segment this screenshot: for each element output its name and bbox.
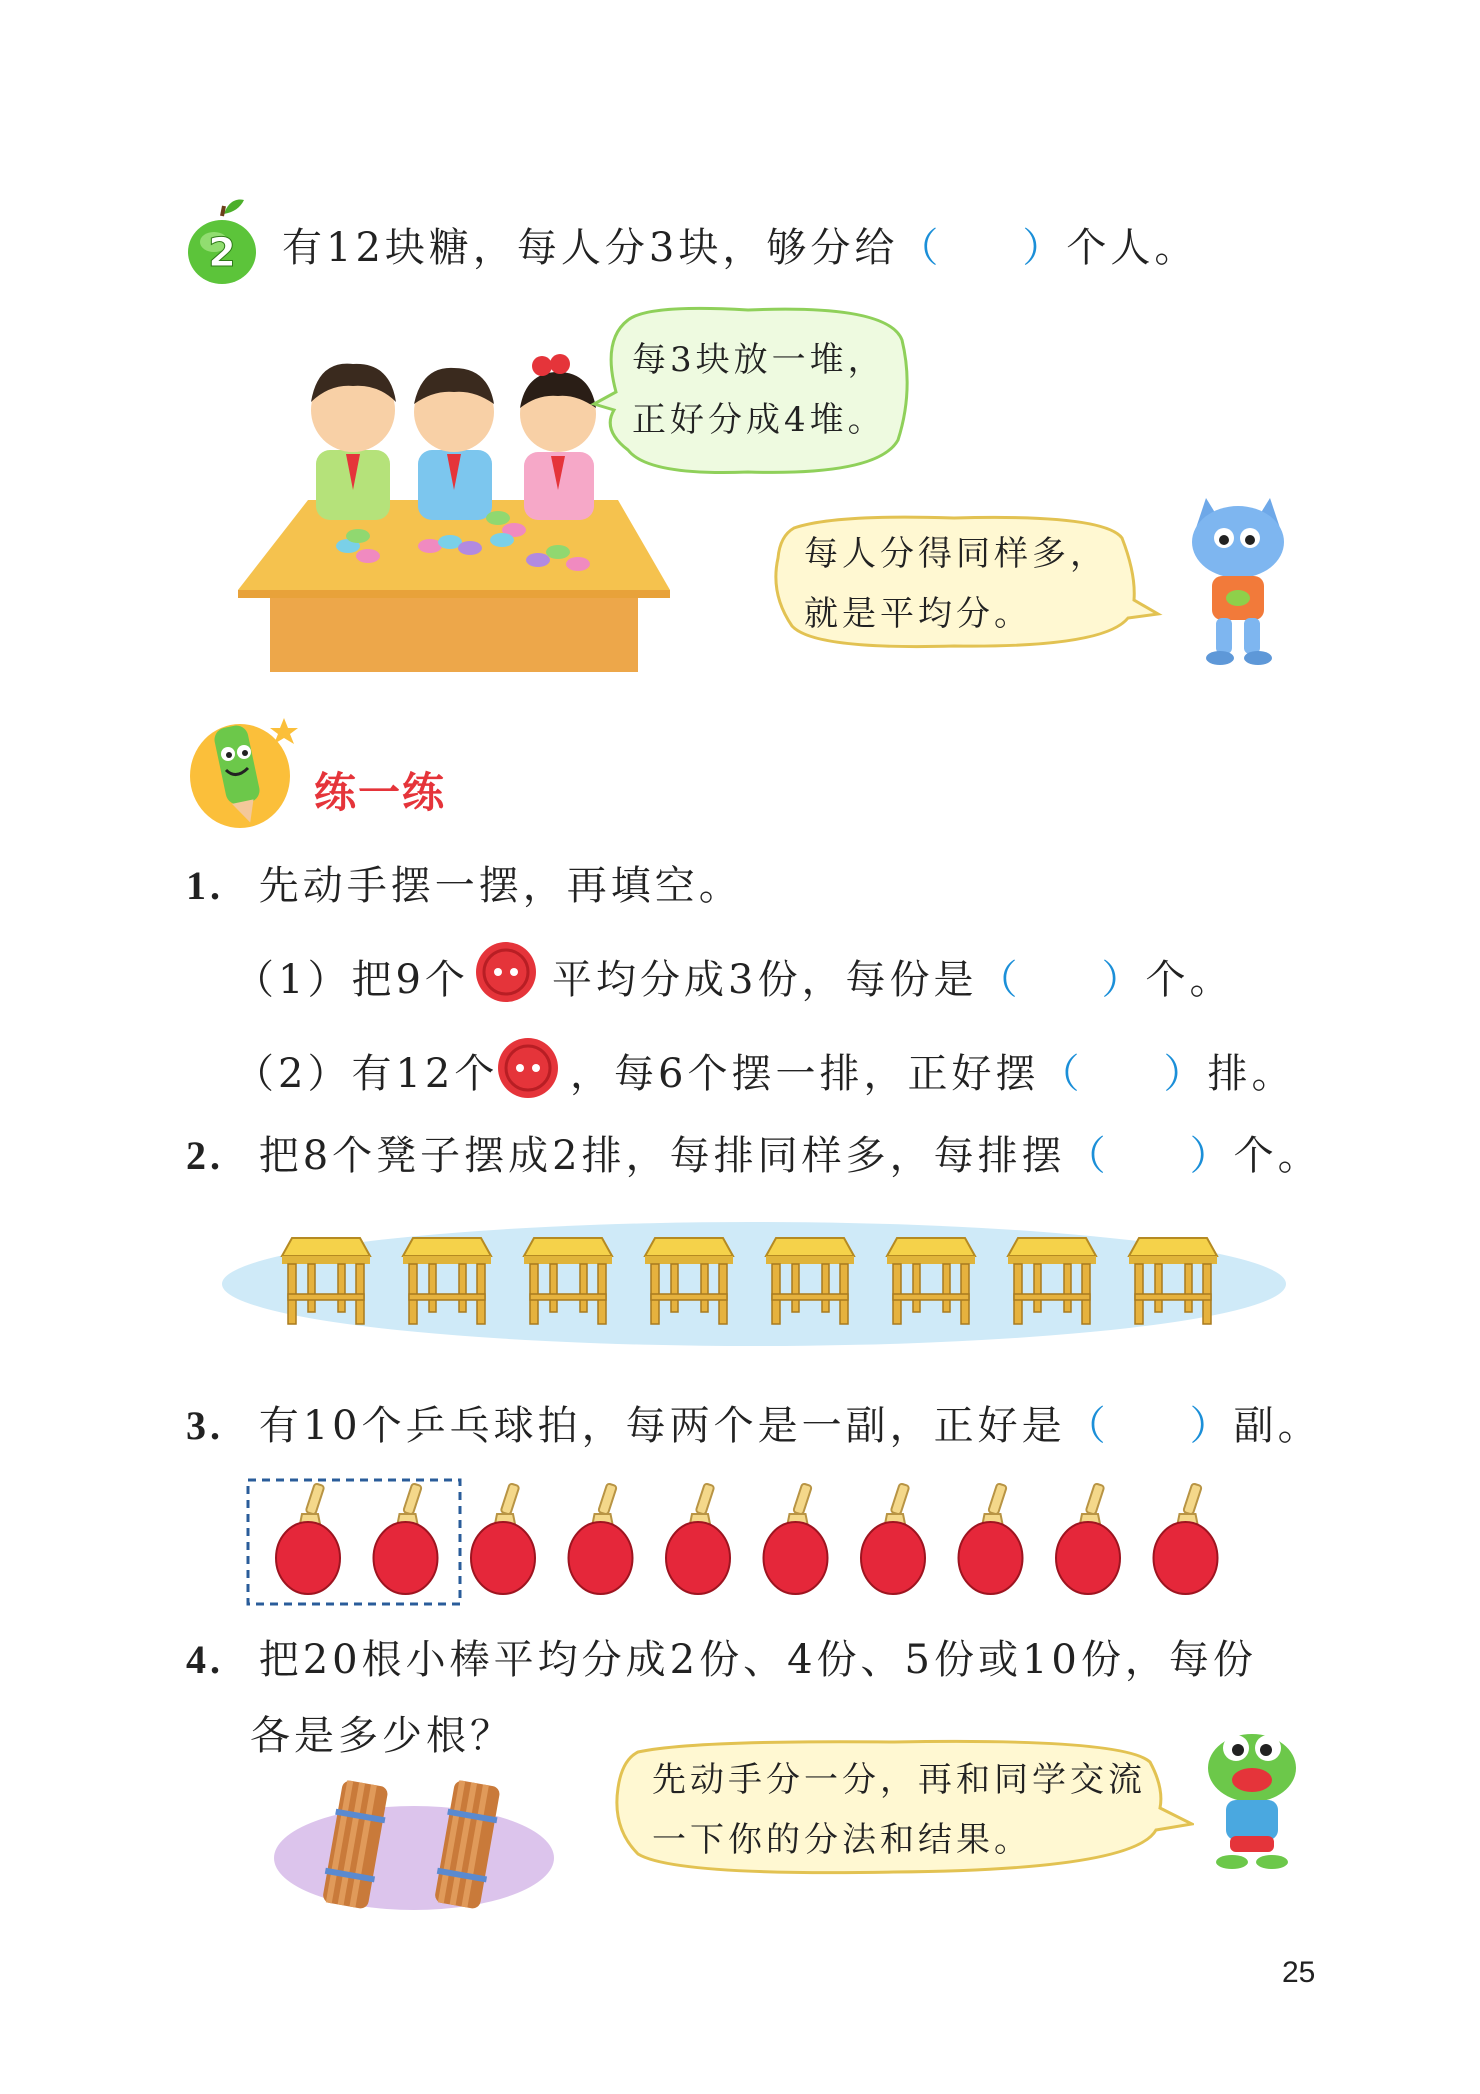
q1-sub1-before: 把9个: [351, 957, 469, 1003]
q1-sub1-label: （1）: [234, 957, 352, 1003]
frog-bubble-text: [652, 1750, 1146, 1870]
q1-text: 先动手摆一摆，再填空。: [258, 863, 743, 909]
paren-open: （: [1039, 1051, 1084, 1097]
button-icon: [496, 1036, 560, 1100]
q3-text: 有10个乒乓球拍，每两个是一副，正好是: [258, 1403, 1066, 1449]
q1-sub1: [234, 957, 469, 1003]
paddle-icon: [471, 1483, 535, 1594]
cat-mascot-illustration: [1176, 494, 1300, 668]
q4-line-1: 把20根小棒平均分成2份、4份、5份或10份，每份: [258, 1637, 1257, 1683]
paddle-icon: [276, 1483, 340, 1594]
paren-open: （: [977, 957, 1022, 1003]
q4-number: 4.: [186, 1637, 224, 1682]
paren-open: （: [1065, 1133, 1110, 1179]
example-number: 2: [208, 230, 236, 276]
paren-open: （: [898, 225, 943, 271]
apple-number-badge: [184, 196, 260, 288]
paren-close: ）: [1189, 1133, 1234, 1179]
paren-close: ）: [1163, 1051, 1208, 1097]
paddles-group: [276, 1483, 1218, 1594]
cat-bubble-text: [804, 524, 1108, 644]
q1-sub1-rest: [552, 957, 1234, 1003]
q1-sub2-after: ，每6个摆一排，正好摆: [570, 1051, 1040, 1097]
stools-illustration: [214, 1214, 1294, 1354]
q3-number: 3.: [186, 1403, 224, 1448]
paddle-icon: [1056, 1483, 1120, 1594]
q1-number: 1.: [186, 863, 224, 908]
paddle-icon: [1154, 1483, 1218, 1594]
paddle-icon: [959, 1483, 1023, 1594]
q1-sub2-end: 排。: [1207, 1051, 1296, 1097]
paddles-illustration: [244, 1474, 1254, 1610]
practice-header: 练一练: [314, 768, 447, 817]
paddle-icon: [861, 1483, 925, 1594]
frog-bubble-line-2: 一下你的分法和结果。: [652, 1820, 1032, 1860]
q1-sub2-label: （2）: [234, 1051, 352, 1097]
cat-bubble-line-2: 就是平均分。: [804, 594, 1032, 634]
q2-end: 个。: [1233, 1133, 1322, 1179]
sticks-bundles-illustration: [270, 1776, 560, 1916]
paddle-icon: [569, 1483, 633, 1594]
q4: [186, 1637, 1257, 1683]
cat-bubble-line-1: 每人分得同样多，: [804, 534, 1108, 574]
kids-bubble-line-2: 正好分成4堆。: [632, 400, 886, 440]
paddle-icon: [374, 1483, 438, 1594]
q2-text: 把8个凳子摆成2排，每排同样多，每排摆: [258, 1133, 1066, 1179]
paddle-icon: [666, 1483, 730, 1594]
frog-bubble-line-1: 先动手分一分，再和同学交流: [652, 1760, 1146, 1800]
button-icon: [474, 940, 538, 1004]
frog-mascot-illustration: [1202, 1730, 1302, 1874]
q3: [186, 1403, 1322, 1449]
question-text-end: 个人。: [1066, 225, 1199, 271]
q2-number: 2.: [186, 1133, 224, 1178]
q1: [186, 863, 743, 909]
paren-open: （: [1065, 1403, 1110, 1449]
paren-close: ）: [1189, 1403, 1234, 1449]
pencil-mascot-icon: [186, 706, 310, 836]
q1-sub2: [234, 1051, 499, 1097]
kids-bubble-line-1: 每3块放一堆，: [632, 340, 886, 380]
paddle-icon: [764, 1483, 828, 1594]
q1-sub2-before: 有12个: [351, 1051, 499, 1097]
question-text: 有12块糖，每人分3块，够分给: [282, 225, 899, 271]
paren-close: ）: [1101, 957, 1146, 1003]
q1-sub1-after: 平均分成3份，每份是: [552, 957, 978, 1003]
q1-sub1-end: 个。: [1145, 957, 1234, 1003]
q1-sub2-rest: [570, 1051, 1296, 1097]
paren-close: ）: [1022, 225, 1067, 271]
page-number: 25: [1282, 1956, 1316, 1989]
example-question: [282, 225, 1199, 271]
q4-line-2: 各是多少根？: [250, 1713, 514, 1759]
q3-end: 副。: [1233, 1403, 1322, 1449]
q2: [186, 1133, 1322, 1179]
kids-bubble-text: [632, 330, 886, 450]
